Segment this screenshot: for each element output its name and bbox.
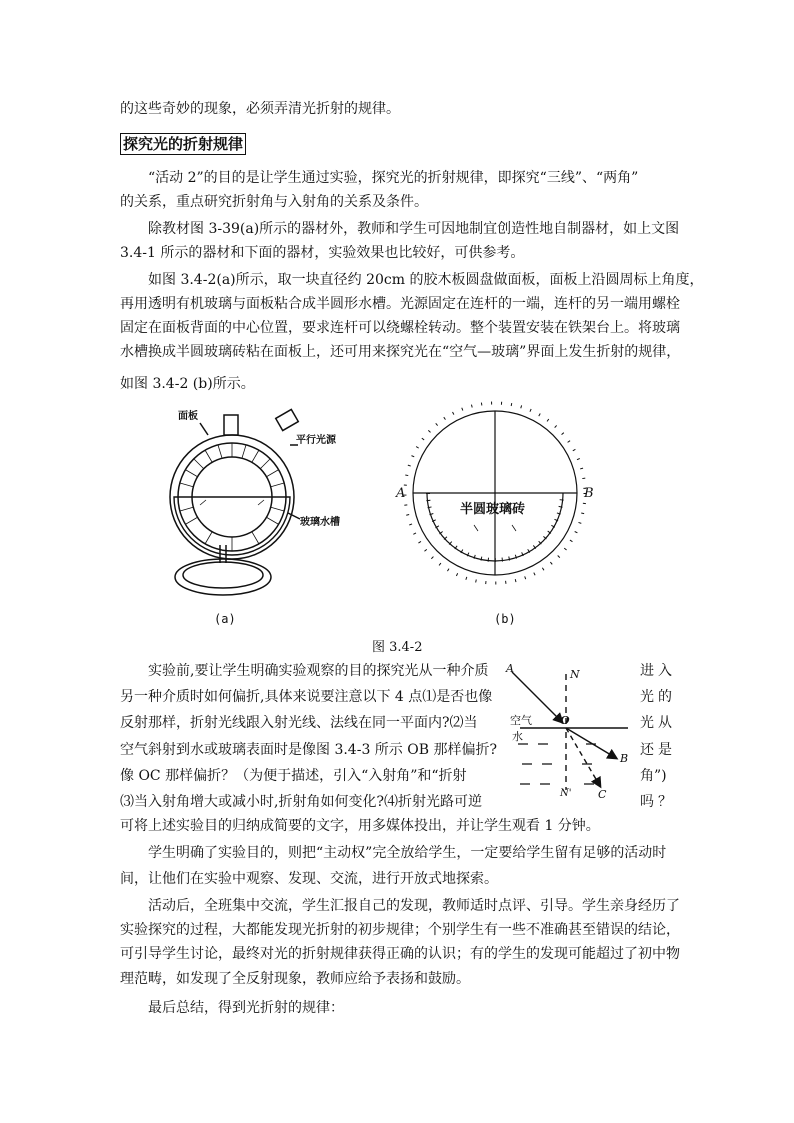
text-line: 3.4-1 所示的器材和下面的器材，实验效果也比较好，可供参考。: [120, 245, 525, 261]
label-B: B: [620, 752, 629, 765]
label-N: N: [570, 668, 580, 681]
text-line: 另一种介质时如何偏折,具体来说要注意以下 4 点⑴是否也像: [120, 689, 493, 705]
text-line: 可将上述实验目的归纳成简要的文字，用多媒体投出，并让学生观看 1 分钟。: [120, 818, 600, 834]
label-b: B: [584, 486, 594, 501]
text-line: 的这些奇妙的现象，必须弄清光折射的规律。: [120, 101, 400, 117]
text-line: 再用透明有机玻璃与面板粘合成半圆形水槽。光源固定在连杆的一端，连杆的另一端用螺栓: [120, 296, 680, 312]
label-water: 水: [512, 730, 523, 743]
figure-b-caption: (b): [494, 612, 516, 626]
figure-refraction-diagram: [500, 662, 632, 802]
label-glass-brick: 半圆玻璃砖: [460, 502, 526, 517]
label-glass-tank: 玻璃水槽: [300, 517, 340, 528]
text-line: ⑶当入射角增大或减小时,折射角如何变化?⑷折射光路可逆: [120, 794, 482, 810]
text-line: 可引导学生讨论，最终对光的折射规律获得正确的认识；有的学生的发现可能超过了初中物: [120, 946, 680, 962]
label-light-source: 平行光源: [296, 435, 336, 446]
text-line: 实验探究的过程，大都能发现光折射的初步规律；个别学生有一些不准确甚至错误的结论，: [120, 922, 680, 938]
label-air: 空气: [510, 714, 532, 727]
text-line: 活动后，全班集中交流，学生汇报自己的发现，教师适时点评、引导。学生亲身经历了: [148, 898, 680, 914]
figure-a-apparatus: [160, 405, 340, 605]
text-fragment: 还是: [640, 742, 676, 758]
label-A: A: [506, 662, 514, 675]
figure-b-protractor: [392, 405, 612, 605]
label-N-prime: N': [560, 788, 572, 799]
text-line: 学生明确了实验目的，则把“主动权”完全放给学生，一定要给学生留有足够的活动时: [148, 845, 667, 861]
text-fragment: 吗？: [640, 794, 676, 810]
text-line: 固定在面板背面的中心位置，要求连杆可以绕螺栓转动。整个装置安装在铁架台上。将玻璃: [120, 320, 680, 336]
text-line: 水槽换成半圆玻璃砖粘在面板上，还可用来探究光在“空气—玻璃”界面上发生折射的规律，: [120, 344, 681, 360]
label-a: A: [396, 486, 406, 501]
label-panel: 面板: [178, 411, 198, 422]
text-line: 反射那样，折射光线跟入射光线、法线在同一平面内?⑵当: [120, 715, 478, 731]
label-O: O: [560, 714, 570, 727]
text-line: 除教材图 3-39(a)所示的器材外，教师和学生可因地制宜创造性地自制器材，如上文图: [148, 221, 680, 237]
text-line: 最后总结，得到光折射的规律：: [148, 1000, 344, 1016]
section-heading: 探究光的折射规律: [120, 133, 246, 155]
text-line: 间，让他们在实验中观察、发现、交流，进行开放式地探索。: [120, 871, 498, 887]
text-line: 空气斜射到水或玻璃表面时是像图 3.4-3 所示 OB 那样偏折?: [120, 742, 497, 758]
figure-a-caption: (a): [214, 612, 236, 626]
text-fragment: 光的: [640, 689, 676, 705]
text-line: 的关系，重点研究折射角与入射角的关系及条件。: [120, 194, 428, 210]
text-fragment: 角”): [640, 768, 667, 784]
text-line: 如图 3.4-2(a)所示，取一块直径约 20cm 的胶木板圆盘做面板，面板上沿圆周标上角度，: [148, 272, 704, 288]
figure-caption: 图 3.4-2: [372, 640, 423, 655]
text-fragment: 进入: [640, 663, 676, 679]
text-fragment: 光从: [640, 715, 676, 731]
text-line: 实验前,要让学生明确实验观察的目的探究光从一种介质: [148, 663, 489, 679]
text-line: 理范畴，如发现了全反射现象，教师应给予表扬和鼓励。: [120, 971, 470, 987]
text-line: “活动 2”的目的是让学生通过实验，探究光的折射规律，即探究“三线”、“两角”: [148, 170, 639, 186]
text-line: 如图 3.4-2 (b)所示。: [120, 376, 255, 392]
text-line: 像 OC 那样偏折？（为便于描述，引入“入射角”和“折射: [120, 768, 467, 784]
label-C: C: [598, 788, 607, 801]
